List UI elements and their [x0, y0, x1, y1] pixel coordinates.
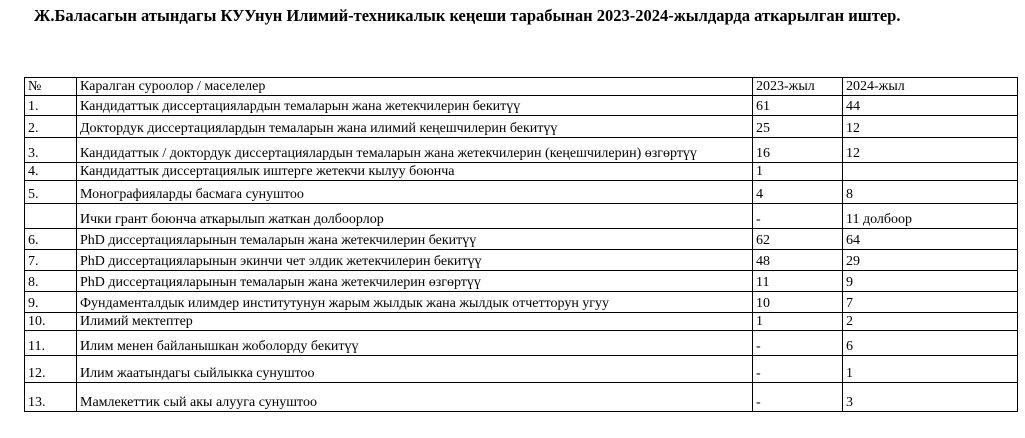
row-number: 9. [25, 292, 77, 313]
row-number: 4. [25, 163, 77, 181]
header-2023: 2023-жыл [753, 78, 843, 96]
header-2024: 2024-жыл [843, 78, 1018, 96]
row-number: 3. [25, 138, 77, 163]
row-number: 7. [25, 250, 77, 271]
row-value-2024 [843, 163, 1018, 181]
row-number [25, 204, 77, 229]
row-topic: Илимий мектептер [77, 313, 753, 331]
row-number: 10. [25, 313, 77, 331]
row-number: 5. [25, 181, 77, 204]
row-topic: PhD диссертацияларынын экинчи чет элдик жетекчилерин бекитүү [77, 250, 753, 271]
page-title: Ж.Баласагын атындагы КУУнун Илимий-техникалык кеңеши тарабынан 2023-2024-жылдарда аткарылган иштер. [34, 6, 901, 25]
row-value-2024: 2 [843, 313, 1018, 331]
row-value-2023: 1 [753, 313, 843, 331]
row-number: 6. [25, 229, 77, 250]
row-number: 13. [25, 383, 77, 412]
row-topic: Доктордук диссертациялардын темаларын жана илимий кеңешчилерин бекитүү [77, 116, 753, 138]
row-value-2024: 9 [843, 271, 1018, 292]
row-topic: Кандидаттык / доктордук диссертациялардын темаларын жана жетекчилерин (кеңешчилерин) өзгөртүү [77, 138, 753, 163]
row-value-2023: 48 [753, 250, 843, 271]
row-value-2024: 3 [843, 383, 1018, 412]
row-value-2023: - [753, 383, 843, 412]
row-topic: Фундаменталдык илимдер институтунун жарым жылдык жана жылдык отчетторун угуу [77, 292, 753, 313]
row-topic: Илим жаатындагы сыйлыкка сунуштоо [77, 356, 753, 383]
row-value-2024: 7 [843, 292, 1018, 313]
row-number: 1. [25, 96, 77, 116]
table-row [25, 331, 1018, 356]
table-row [25, 250, 1018, 271]
row-value-2024: 12 [843, 138, 1018, 163]
table-row [25, 204, 1018, 229]
row-value-2023: 11 [753, 271, 843, 292]
table-row [25, 96, 1018, 116]
table-row [25, 138, 1018, 163]
table-row [25, 163, 1018, 181]
table-row [25, 356, 1018, 383]
table-row [25, 313, 1018, 331]
row-value-2023: - [753, 204, 843, 229]
row-value-2024: 1 [843, 356, 1018, 383]
header-num: № [25, 78, 77, 96]
row-value-2023: - [753, 331, 843, 356]
row-value-2024: 29 [843, 250, 1018, 271]
row-value-2024: 64 [843, 229, 1018, 250]
row-number: 11. [25, 331, 77, 356]
row-value-2024: 11 долбоор [843, 204, 1018, 229]
row-topic: Ички грант боюнча аткарылып жаткан долбоорлор [77, 204, 753, 229]
table-header-row [25, 78, 1018, 96]
row-topic: Монографияларды басмага сунуштоо [77, 181, 753, 204]
table-row [25, 383, 1018, 412]
row-topic: Илим менен байланышкан жоболорду бекитүү [77, 331, 753, 356]
row-value-2023: 61 [753, 96, 843, 116]
row-topic: PhD диссертацияларынын темаларын жана жетекчилерин бекитүү [77, 229, 753, 250]
row-number: 2. [25, 116, 77, 138]
row-value-2024: 6 [843, 331, 1018, 356]
table-row [25, 271, 1018, 292]
row-topic: PhD диссертацияларынын темаларын жана жетекчилерин өзгөртүү [77, 271, 753, 292]
row-value-2023: 1 [753, 163, 843, 181]
row-topic: Мамлекеттик сый акы алууга сунуштоо [77, 383, 753, 412]
row-value-2023: 10 [753, 292, 843, 313]
row-topic: Кандидаттык диссертациялардын темаларын жана жетекчилерин бекитүү [77, 96, 753, 116]
table-row [25, 229, 1018, 250]
row-value-2024: 8 [843, 181, 1018, 204]
row-value-2024: 44 [843, 96, 1018, 116]
row-value-2023: 4 [753, 181, 843, 204]
row-value-2023: - [753, 356, 843, 383]
table-row [25, 292, 1018, 313]
results-table [24, 77, 1018, 412]
row-value-2024: 12 [843, 116, 1018, 138]
table-row [25, 181, 1018, 204]
row-number: 12. [25, 356, 77, 383]
row-topic: Кандидаттык диссертациялык иштерге жетекчи кылуу боюнча [77, 163, 753, 181]
row-value-2023: 62 [753, 229, 843, 250]
row-value-2023: 25 [753, 116, 843, 138]
header-topic: Каралган суроолор / маселелер [77, 78, 753, 96]
row-value-2023: 16 [753, 138, 843, 163]
row-number: 8. [25, 271, 77, 292]
table-row [25, 116, 1018, 138]
